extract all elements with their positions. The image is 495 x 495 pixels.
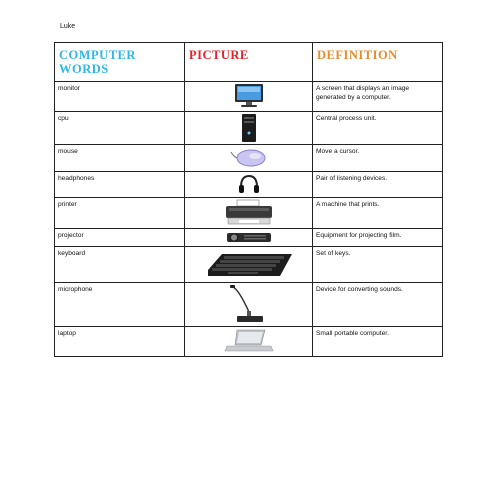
word-cell: microphone — [55, 283, 185, 327]
table-row — [55, 172, 443, 198]
table-row — [55, 82, 443, 112]
header-row — [55, 43, 443, 82]
monitor-icon — [232, 83, 266, 109]
picture-cell — [185, 327, 313, 357]
word-cell: projector — [55, 229, 185, 247]
printer-icon — [223, 199, 275, 227]
definition-cell: Set of keys. — [313, 247, 443, 283]
picture-cell — [185, 229, 313, 247]
keyboard-icon — [204, 248, 294, 280]
table-row — [55, 283, 443, 327]
definition-cell: Central process unit. — [313, 112, 443, 145]
header-computer-words: COMPUTER WORDS — [55, 43, 185, 82]
picture-cell — [185, 172, 313, 198]
picture-cell — [185, 145, 313, 172]
table-row — [55, 229, 443, 247]
projector-icon — [224, 230, 274, 244]
picture-cell — [185, 82, 313, 112]
picture-cell — [185, 198, 313, 229]
vocabulary-table — [54, 42, 443, 357]
table-row — [55, 247, 443, 283]
word-cell: printer — [55, 198, 185, 229]
word-cell: laptop — [55, 327, 185, 357]
cpu-tower-icon — [239, 113, 259, 143]
table-row — [55, 112, 443, 145]
definition-cell: Pair of listening devices. — [313, 172, 443, 198]
table-row — [55, 327, 443, 357]
author-name: Luke — [60, 23, 76, 30]
headphones-icon — [237, 173, 261, 195]
picture-cell — [185, 112, 313, 145]
table-row — [55, 198, 443, 229]
definition-cell: Equipment for projecting film. — [313, 229, 443, 247]
word-cell: monitor — [55, 82, 185, 112]
mouse-icon — [229, 146, 269, 168]
microphone-icon — [227, 284, 271, 324]
definition-cell: A machine that prints. — [313, 198, 443, 229]
definition-cell: A screen that displays an image generated by a computer. — [313, 82, 443, 112]
word-cell: keyboard — [55, 247, 185, 283]
table-row — [55, 145, 443, 172]
word-cell: mouse — [55, 145, 185, 172]
header-picture: PICTURE — [185, 43, 313, 82]
header-definition: DEFINITION — [313, 43, 443, 82]
definition-cell: Move a cursor. — [313, 145, 443, 172]
laptop-icon — [223, 328, 275, 354]
picture-cell — [185, 283, 313, 327]
definition-cell: Small portable computer. — [313, 327, 443, 357]
definition-cell: Device for converting sounds. — [313, 283, 443, 327]
picture-cell — [185, 247, 313, 283]
word-cell: headphones — [55, 172, 185, 198]
word-cell: cpu — [55, 112, 185, 145]
